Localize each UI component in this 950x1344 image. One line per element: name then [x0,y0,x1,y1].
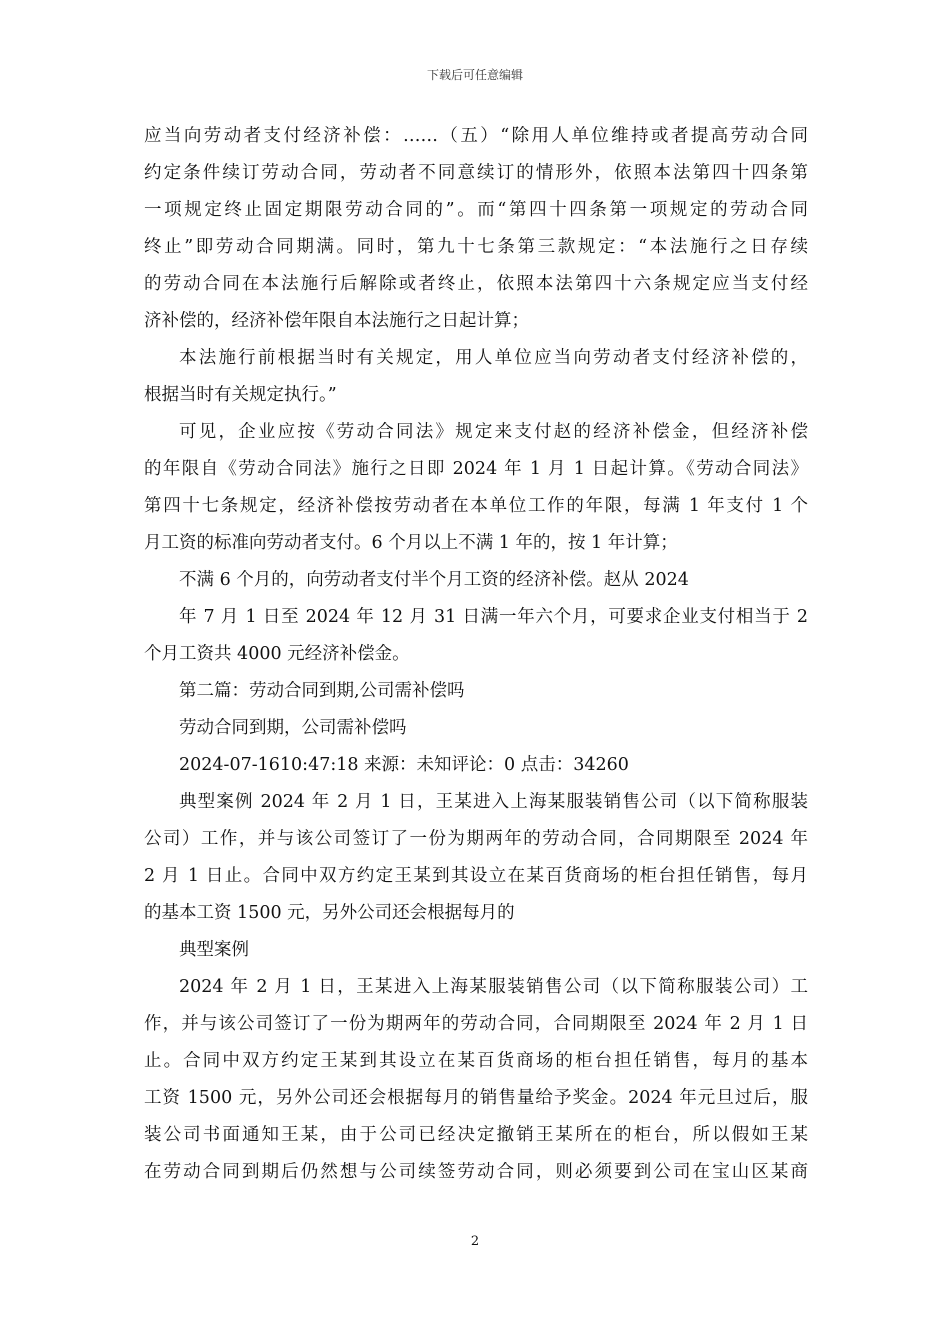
section-title: 第二篇：劳动合同到期,公司需补偿吗 [179,681,465,701]
text-line: 在劳动合同到期后仍然想与公司续签劳动合同，则必须要到公司在宝山区某商 [144,1162,808,1182]
text-line: 2 月 1 日止。合同中双方约定王某到其设立在某百货商场的柜台担任销售，每月 [144,866,808,886]
text-line: 本法施行前根据当时有关规定，用人单位应当向劳动者支付经济补偿的， [179,348,808,368]
text-line: 装公司书面通知王某，由于公司已经决定撤销王某所在的柜台，所以假如王某 [144,1125,808,1145]
text-line: 公司）工作，并与该公司签订了一份为期两年的劳动合同，合同期限至 2024 年 [144,829,808,849]
document-body [144,118,808,1191]
text-line: 工资 1500 元，另外公司还会根据每月的销售量给予奖金。2024 年元旦过后，服 [144,1088,808,1108]
text-line: 年 7 月 1 日至 2024 年 12 月 31 日满一年六个月，可要求企业支付相当于 2 [179,607,808,627]
text-line: 月工资的标准向劳动者支付。6 个月以上不满 1 年的，按 1 年计算； [144,533,678,553]
text-line: 止。合同中双方约定王某到其设立在某百货商场的柜台担任销售，每月的基本 [144,1051,808,1071]
text-line: 约定条件续订劳动合同，劳动者不同意续订的情形外，依照本法第四十四条第 [144,163,808,183]
page-number: 2 [470,1234,480,1249]
text-line: 的年限自《劳动合同法》施行之日即 2024 年 1 月 1 日起计算。《劳动合同法》 [144,459,808,479]
text-line: 根据当时有关规定执行。” [144,385,337,405]
text-line: 济补偿的，经济补偿年限自本法施行之日起计算； [144,311,529,331]
text-line: 终止”即劳动合同期满。同时，第九十七条第三款规定：“本法施行之日存续 [144,237,808,257]
text-line: 的劳动合同在本法施行后解除或者终止，依照本法第四十六条规定应当支付经 [144,274,808,294]
text-line: 2024 年 2 月 1 日，王某进入上海某服装销售公司（以下简称服装公司）工 [179,977,808,997]
text-line: 应当向劳动者支付经济补偿：……（五）“除用人单位维持或者提高劳动合同 [144,126,808,146]
page-header: 下载后可任意编辑 [426,68,523,82]
text-line: 典型案例 2024 年 2 月 1 日，王某进入上海某服装销售公司（以下简称服装 [179,792,808,812]
article-meta: 2024-07-1610:47:18 来源：未知评论：0 点击：34260 [179,755,629,775]
article-title: 劳动合同到期，公司需补偿吗 [179,718,407,738]
text-line: 可见，企业应按《劳动合同法》规定来支付赵的经济补偿金，但经济补偿 [179,422,808,442]
text-line: 一项规定终止固定期限劳动合同的”。而“第四十四条第一项规定的劳动合同 [144,200,808,220]
text-line: 个月工资共 4000 元经济补偿金。 [144,644,410,664]
text-line: 不满 6 个月的，向劳动者支付半个月工资的经济补偿。赵从 2024 [179,570,689,590]
text-line: 第四十七条规定，经济补偿按劳动者在本单位工作的年限，每满 1 年支付 1 个 [144,496,808,516]
subheading: 典型案例 [179,940,249,960]
text-line: 的基本工资 1500 元，另外公司还会根据每月的 [144,903,515,923]
text-line: 作，并与该公司签订了一份为期两年的劳动合同，合同期限至 2024 年 2 月 1 日 [144,1014,808,1034]
